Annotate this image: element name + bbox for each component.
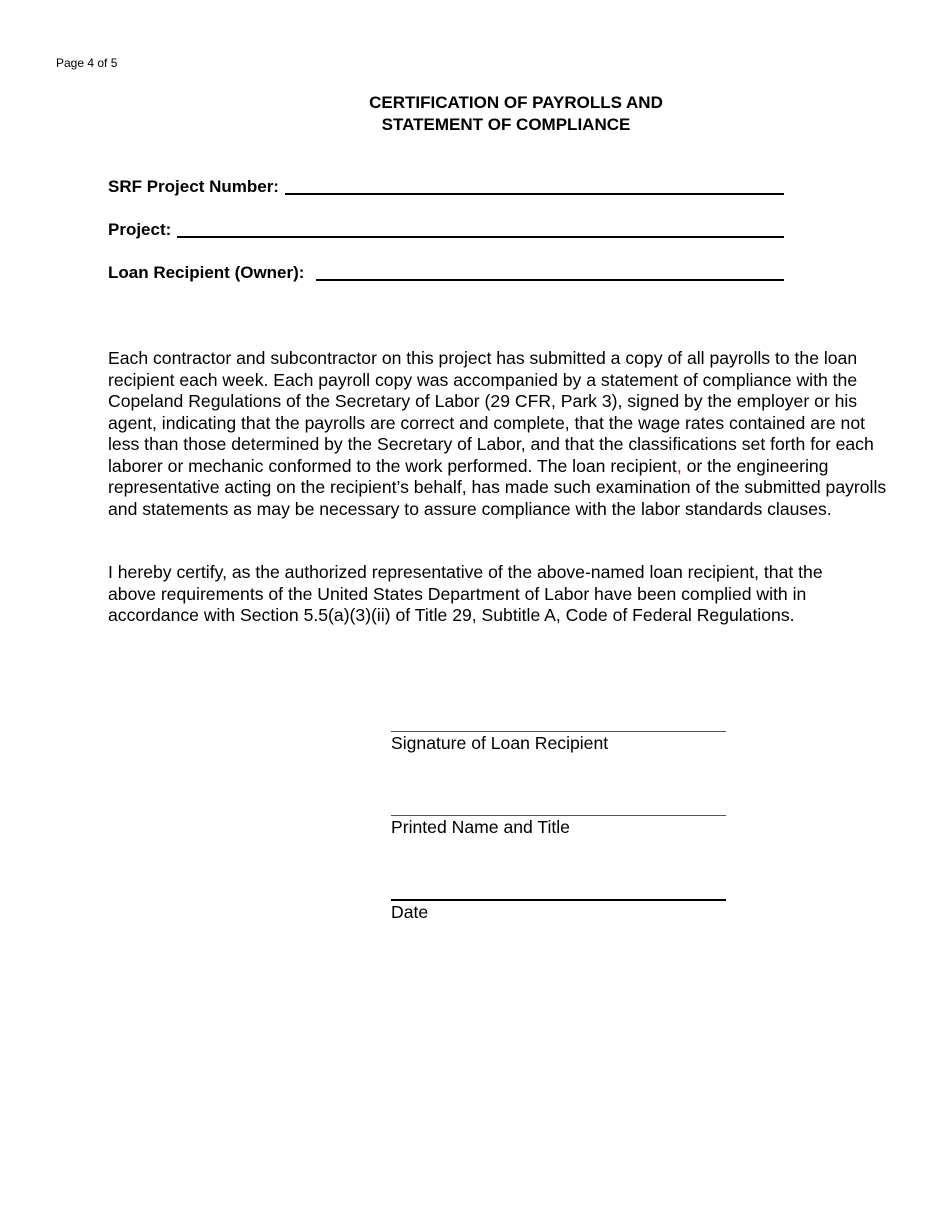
project-label: Project: xyxy=(108,220,172,239)
loan-recipient-label: Loan Recipient (Owner): xyxy=(108,263,305,282)
printed-name-block xyxy=(391,815,726,837)
date-label: Date xyxy=(391,902,429,922)
srf-project-number-blank[interactable] xyxy=(285,193,784,195)
paragraph1-text-a: Each contractor and subcontractor on this project has submitted a copy of all payrolls to the loan recipient each week. Each payroll copy was accompanied by a statement of compliance with the Copeland Regulations of the Secretary of Labor (29 CFR, Park 3), signed by the employer or his agent, indicating that the payrolls are correct and complete, that the wage rates contained are not less than those determined by the Secretary of Labor, and that the classifications set forth for each laborer or mechanic conformed to the work performed. The loan recipient xyxy=(108,348,874,476)
paragraph1-red-comma: , xyxy=(676,455,682,476)
project-field xyxy=(108,220,784,240)
srf-project-number-label: SRF Project Number: xyxy=(108,177,279,196)
attestation-paragraph: I hereby certify, as the authorized representative of the above-named loan recipient, that the above requirements of the United States Department of Labor have been complied with in accordance with Section 5.5(a)(3)(ii) of Title 29, Subtitle A, Code of Federal Regulations. xyxy=(108,562,823,625)
srf-project-number-field xyxy=(108,177,784,197)
document-title-line-2: STATEMENT OF COMPLIANCE xyxy=(381,115,631,134)
project-blank[interactable] xyxy=(177,236,784,238)
paragraph1-text-b: or the engineering representative acting on the recipient’s behalf, has made such examination of the submitted payrolls and statements as may be necessary to assure compliance with the labor standards clauses. xyxy=(108,455,887,519)
certification-paragraph xyxy=(108,348,888,520)
date-block xyxy=(391,899,726,922)
signature-label: Signature of Loan Recipient xyxy=(391,733,609,753)
loan-recipient-field xyxy=(108,263,784,283)
loan-recipient-blank[interactable] xyxy=(316,279,784,281)
printed-name-label: Printed Name and Title xyxy=(391,817,570,837)
document-title-line-1: CERTIFICATION OF PAYROLLS AND xyxy=(369,93,663,112)
page-number: Page 4 of 5 xyxy=(56,56,118,70)
signature-block xyxy=(391,731,726,753)
